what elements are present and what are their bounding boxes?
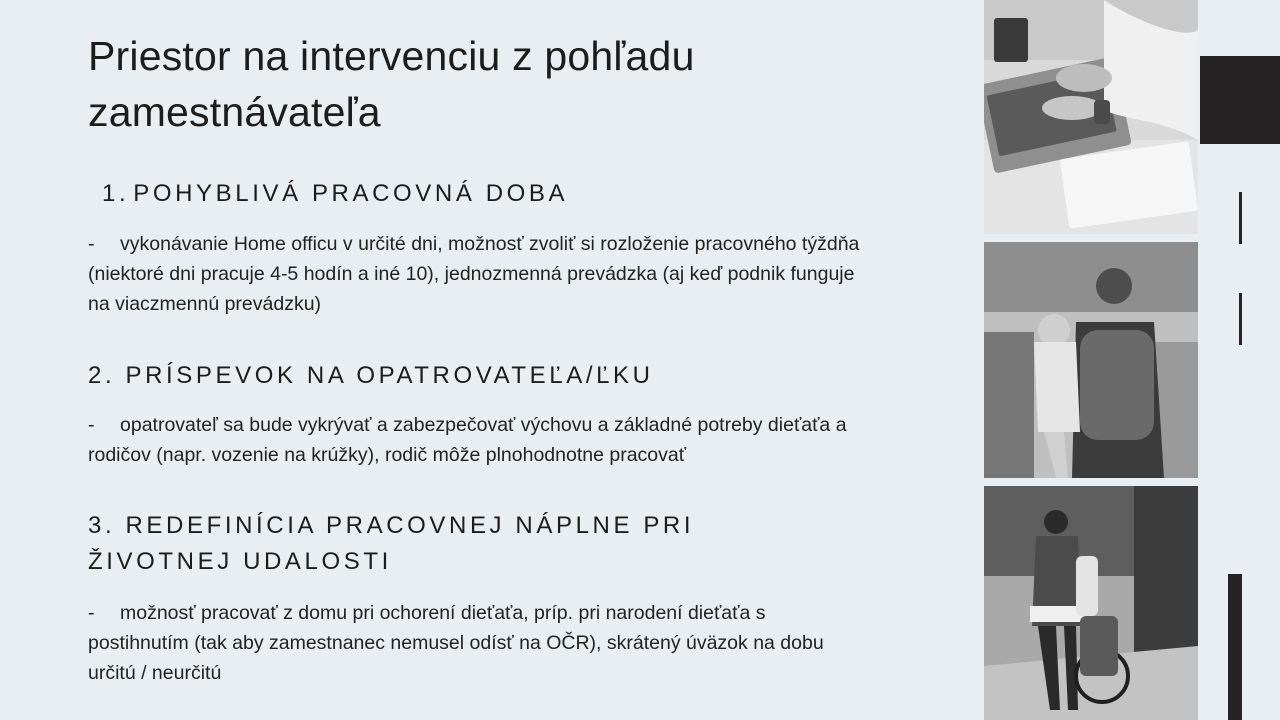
bullet-marker-3: - bbox=[88, 602, 95, 624]
bullet-text-2: opatrovateľ sa bude vykrývať a zabezpečovať výchovu a základné potreby dieťaťa a rodičov (napr. vozenie na krúžky), rodič môže plnohodnotne pracovať bbox=[88, 414, 847, 466]
section-number-3: 3. bbox=[88, 512, 116, 539]
title-line-1: Priestor na intervenciu z pohľadu bbox=[88, 33, 695, 79]
bullet-marker-1: - bbox=[88, 233, 95, 255]
section-heading-1 bbox=[102, 176, 922, 212]
decorative-bar bbox=[1228, 574, 1242, 720]
wheelchair-walk-photo bbox=[984, 486, 1198, 720]
section-title-1: POHYBLIVÁ PRACOVNÁ DOBA bbox=[133, 180, 569, 207]
decorative-line-1 bbox=[1239, 192, 1242, 244]
title-line-2: zamestnávateľa bbox=[88, 89, 381, 135]
bullet-text-3: možnosť pracovať z domu pri ochorení dieťaťa, príp. pri narodení dieťaťa s postihnutím (tak aby zamestnanec nemusel odísť na OČR), skrátený úväzok na dobu určitú / neurčitú bbox=[88, 602, 824, 684]
section-text-3 bbox=[88, 598, 868, 688]
bullet-marker-2: - bbox=[88, 414, 95, 436]
bullet-text-1: vykonávanie Home officu v určité dni, možnosť zvoliť si rozloženie pracovného týždňa (niektoré dni pracuje 4-5 hodín a iné 10), jednozmenná prevádzka (aj keď podnik funguje na viaczmennú prevádzku) bbox=[88, 233, 860, 315]
section-text-1 bbox=[88, 229, 868, 319]
decorative-line-2 bbox=[1239, 293, 1242, 345]
parent-with-child-photo bbox=[984, 242, 1198, 478]
section-heading-2 bbox=[88, 358, 908, 394]
decorative-block bbox=[1200, 56, 1280, 144]
page-title bbox=[88, 28, 928, 140]
laptop-typing-photo bbox=[984, 0, 1198, 234]
section-number-1: 1. bbox=[102, 180, 130, 207]
section-text-2 bbox=[88, 410, 868, 470]
section-title-3: REDEFINÍCIA PRACOVNEJ NÁPLNE PRI ŽIVOTNEJ UDALOSTI bbox=[88, 512, 695, 575]
section-heading-3 bbox=[88, 508, 788, 580]
section-title-2: PRÍSPEVOK NA OPATROVATEĽA/ĽKU bbox=[125, 362, 654, 389]
section-number-2: 2. bbox=[88, 362, 116, 389]
